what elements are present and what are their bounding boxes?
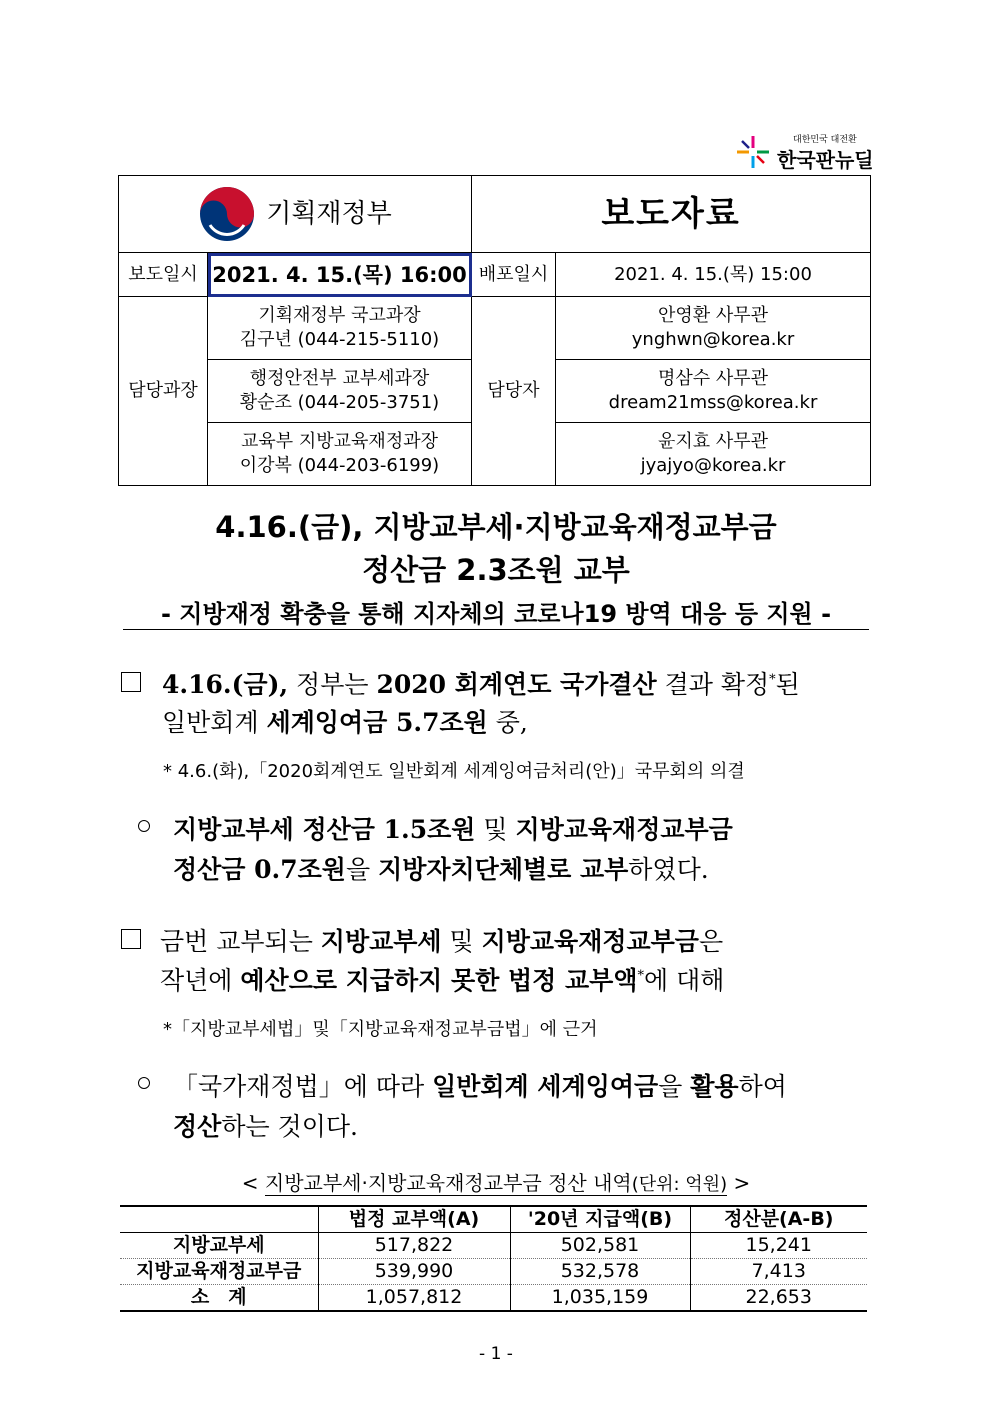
distribution-label: 배포일시: [472, 253, 556, 297]
taegeuk-emblem-icon: [198, 185, 256, 243]
table-cell: 15,241: [690, 1233, 867, 1259]
table-header: '20년 지급액(B): [510, 1206, 690, 1233]
dept-head-contact: 황순조 (044-205-3751): [239, 392, 440, 413]
contact-name: 안영환 사무관: [657, 305, 769, 326]
release-label: 보도일시: [119, 253, 208, 297]
subheadline-rule: [123, 629, 869, 630]
contact-label: 담당자: [472, 297, 556, 486]
contact-2: [556, 360, 871, 423]
table-header: [120, 1206, 318, 1233]
table-cell: 7,413: [690, 1259, 867, 1285]
bullet-2-line-2: 정산하는 것이다.: [173, 1112, 358, 1141]
bullet-1-line-2: 정산금 0.7조원을 지방자치단체별로 교부하였다.: [173, 855, 709, 884]
press-info-table: [118, 175, 871, 486]
ministry-logo: [119, 185, 471, 243]
contact-3: [556, 423, 871, 486]
table-cell: 1,057,812: [318, 1285, 510, 1312]
row-label: 지방교부세: [120, 1233, 318, 1259]
korean-new-deal-logo: [735, 128, 875, 172]
release-datetime: 2021. 4. 15.(목) 16:00: [208, 253, 472, 297]
bullet-1-line-1: 지방교부세 정산금 1.5조원 및 지방교육재정교부금: [173, 815, 733, 844]
doc-type-title: 보도자료: [472, 176, 871, 253]
contact-email[interactable]: dream21mss@korea.kr: [608, 392, 818, 413]
headline-line-1: 4.16.(금), 지방교부세·지방교육재정교부금: [215, 510, 777, 544]
section-box-bullet: [121, 929, 141, 949]
new-deal-sparkle-icon: [735, 134, 771, 170]
paragraph-2-line-2: 작년에 예산으로 지급하지 못한 법정 교부액*에 대해: [160, 966, 725, 995]
dept-name: 기획재정부 국고과장: [258, 305, 421, 326]
row-label: 지방교육재정교부금: [120, 1259, 318, 1285]
table-cell: 539,990: [318, 1259, 510, 1285]
paragraph-2-line-1: 금번 교부되는 지방교부세 및 지방교육재정교부금은: [160, 927, 724, 956]
circle-bullet: [138, 820, 150, 832]
contact-name: 명삼수 사무관: [657, 368, 769, 389]
distribution-datetime: 2021. 4. 15.(목) 15:00: [556, 253, 871, 297]
headline-line-2: 정산금 2.3조원 교부: [362, 553, 630, 587]
page-number: - 1 -: [479, 1344, 513, 1364]
brand-tagline: 대한민국 대전환: [793, 135, 857, 145]
table-row: [120, 1233, 867, 1259]
table-row: [120, 1259, 867, 1285]
footnote-2: *「지방교부세법」및「지방교육재정교부금법」에 근거: [163, 1019, 598, 1040]
footnote-1: * 4.6.(화),「2020회계연도 일반회계 세계잉여금처리(안)」국무회의 의결: [163, 761, 745, 782]
paragraph-1-line-2: 일반회계 세계잉여금 5.7조원 중,: [162, 708, 528, 737]
contact-1: [556, 297, 871, 360]
table-cell: 502,581: [510, 1233, 690, 1259]
dept-name: 교육부 지방교육재정과장: [241, 431, 438, 452]
row-label: 소 계: [120, 1285, 318, 1312]
subheadline: - 지방재정 확충을 통해 지자체의 코로나19 방역 대응 등 지원 -: [160, 600, 832, 628]
dept-head-1: [208, 297, 472, 360]
table-cell: 517,822: [318, 1233, 510, 1259]
dept-name: 행정안전부 교부세과장: [249, 368, 430, 389]
table-header: 법정 교부액(A): [318, 1206, 510, 1233]
dept-head-label: 담당과장: [119, 297, 208, 486]
contact-name: 윤지효 사무관: [657, 431, 769, 452]
circle-bullet: [138, 1077, 150, 1089]
table-cell: 532,578: [510, 1259, 690, 1285]
table-row-total: [120, 1285, 867, 1312]
table-cell: 1,035,159: [510, 1285, 690, 1312]
contact-email[interactable]: ynghwn@korea.kr: [631, 329, 795, 350]
table-cell: 22,653: [690, 1285, 867, 1312]
table-header-row: [120, 1206, 867, 1233]
ministry-name: 기획재정부: [266, 199, 392, 229]
dept-head-contact: 이강복 (044-203-6199): [239, 455, 440, 476]
settlement-table: [120, 1205, 867, 1312]
table-header: 정산분(A-B): [690, 1206, 867, 1233]
contact-email[interactable]: jyajyo@korea.kr: [640, 455, 786, 476]
dept-head-3: [208, 423, 472, 486]
bullet-2-line-1: 「국가재정법」에 따라 일반회계 세계잉여금을 활용하여: [173, 1072, 787, 1101]
dept-head-contact: 김구년 (044-215-5110): [239, 329, 440, 350]
paragraph-1-line-1: 4.16.(금), 정부는 2020 회계연도 국가결산 결과 확정*된: [162, 670, 800, 699]
dept-head-2: [208, 360, 472, 423]
section-box-bullet: [121, 672, 141, 692]
table-caption: < 지방교부세·지방교육재정교부금 정산 내역(단위: 억원) >: [241, 1171, 751, 1195]
brand-name: 한국판뉴딜: [777, 148, 874, 172]
ministry-logo-cell: [119, 176, 472, 253]
